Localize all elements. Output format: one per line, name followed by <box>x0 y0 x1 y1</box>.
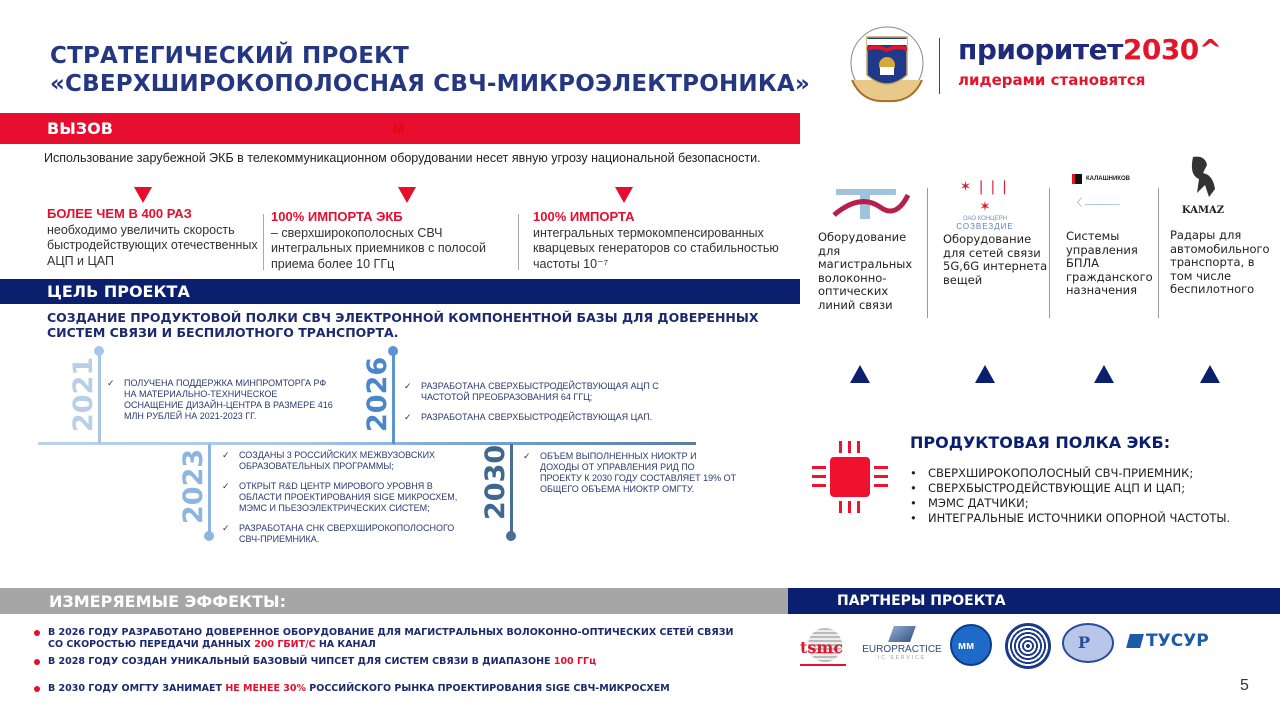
products-title: ПРОДУКТОВАЯ ПОЛКА ЭКБ: <box>910 433 1171 452</box>
year-2026: 2026 <box>362 356 393 432</box>
effect-text: В 2028 ГОДУ СОЗДАН УНИКАЛЬНЫЙ БАЗОВЫЙ ЧИПСЕТ ДЛЯ СИСТЕМ СВЯЗИ В ДИАПАЗОНЕ <box>48 656 554 667</box>
challenge-item <box>47 206 262 269</box>
page-number: 5 <box>1240 677 1249 694</box>
page-title <box>50 42 810 98</box>
challenge-text: интегральных термокомпенсированных кварцевых генераторов со стабильностью частоты 10⁻⁷ <box>533 225 779 271</box>
kalashnikov-logo: КАЛАШНИКОВ 〈 ——————— <box>1072 176 1130 209</box>
effect-item <box>48 656 748 668</box>
ran-logo: Р <box>1062 623 1114 663</box>
europractice-logo <box>862 626 942 666</box>
title-line-1: СТРАТЕГИЧЕСКИЙ ПРОЕКТ <box>50 43 410 69</box>
effect-text: НА КАНАЛ <box>315 639 376 650</box>
application-text: Системы управления БПЛА гражданского назначения <box>1066 229 1153 297</box>
timeline-item: ✓ ПОЛУЧЕНА ПОДДЕРЖКА МИНПРОМТОРГА РФ НА МАТЕРИАЛЬНО-ТЕХНИЧЕСКОЕ ОСНАЩЕНИЕ ДИЗАЙН-ЦЕНТРА В РАЗМЕРЕ 416 МЛН РУБЛЕЙ НА 2021-2023 ГГ. <box>107 378 337 422</box>
ts-logo <box>830 185 910 225</box>
brand-main: приоритет <box>958 33 1123 66</box>
divider <box>1049 188 1050 318</box>
chip-icon <box>810 437 890 517</box>
priority-2030-logo <box>958 33 1222 89</box>
tsmc-logo-text: tsmc <box>800 638 844 657</box>
products-list <box>910 466 1230 526</box>
university-emblem <box>842 25 932 105</box>
timeline-item: ✓ ОБЪЕМ ВЫПОЛНЕННЫХ НИОКТР И ДОХОДЫ ОТ УПРАВЛЕНИЯ РИД ПО ПРОЕКТУ К 2030 ГОДУ СОСТАВЛЯЕТ 19% ОТ ОБЩЕГО ОБЪЕМА НИОКТР ОМГТУ. <box>523 451 738 495</box>
product-item: • СВЕРХБЫСТРОДЕЙСТВУЮЩИЕ АЦП И ЦАП; <box>910 481 1230 496</box>
goal-header <box>0 279 800 304</box>
timeline-item: ✓ РАЗРАБОТАНА СНК СВЕРХШИРОКОПОЛОСНОГО СВЧ-ПРИЕМНИКА. <box>222 523 472 545</box>
brand-tagline: лидерами становятся <box>958 71 1146 89</box>
effects-label: ИЗМЕРЯЕМЫЕ ЭФФЕКТЫ: <box>49 592 286 611</box>
effect-item <box>48 627 748 651</box>
timeline-2030-items <box>523 451 738 504</box>
year-2023: 2023 <box>178 448 209 524</box>
effect-highlight: 200 ГБИТ/С <box>254 639 316 650</box>
application-text: Радары для автомобильного транспорта, в том числе беспилотного <box>1170 228 1270 296</box>
challenge-text: – сверхширокополосных СВЧ интегральных приемников с полосой приема более 10 ГГц <box>271 225 486 271</box>
tusur-logo-text: ТУСУР <box>1146 631 1209 651</box>
sozvezdie-logo-line1: ОАО КОНЦЕРН <box>963 216 1007 222</box>
effect-text: В 2030 ГОДУ ОМГТУ ЗАНИМАЕТ <box>48 683 226 694</box>
partners-label: ПАРТНЕРЫ ПРОЕКТА <box>837 593 1006 609</box>
header-divider <box>939 38 940 94</box>
effect-item <box>48 683 748 695</box>
effect-highlight: НЕ МЕНЕЕ 30% <box>225 683 306 694</box>
timeline-dot <box>506 531 516 541</box>
kamaz-logo <box>1178 155 1228 220</box>
europractice-logo-sub: IC SERVICE <box>877 655 927 661</box>
effect-highlight: 100 ГГц <box>553 656 597 667</box>
divider <box>927 188 928 318</box>
tsmc-logo <box>800 628 850 668</box>
divider <box>1158 188 1159 318</box>
kamaz-logo-text: KAMAZ <box>1181 205 1225 216</box>
challenge-intro: Использование зарубежной ЭКБ в телекоммуникационном оборудовании несет явную угрозу национальной безопасности. <box>44 151 761 165</box>
year-2021: 2021 <box>68 356 99 432</box>
goal-label: ЦЕЛЬ ПРОЕКТА <box>47 282 190 301</box>
timeline-axis <box>38 442 696 445</box>
triangle-up-icon <box>1094 365 1114 383</box>
challenge-item <box>533 209 793 272</box>
tusur-logo <box>1128 631 1209 651</box>
effect-text: В 2026 ГОДУ РАЗРАБОТАНО ДОВЕРЕННОЕ ОБОРУДОВАНИЕ ДЛЯ МАГИСТРАЛЬНЫХ ВОЛОКОННО-ОПТИЧЕСКИХ СЕТЕЙ СВЯЗИ СО СКОРОСТЬЮ ПЕРЕДАЧИ ДАННЫХ <box>48 627 734 650</box>
timeline-dot <box>204 531 214 541</box>
product-item: • СВЕРХШИРОКОПОЛОСНЫЙ СВЧ-ПРИЕМНИК; <box>910 466 1230 481</box>
challenge-item <box>271 209 511 272</box>
title-line-2: «СВЕРХШИРОКОПОЛОСНАЯ СВЧ-МИКРОЭЛЕКТРОНИКА» <box>50 71 810 97</box>
triangle-up-icon <box>1200 365 1220 383</box>
timeline-2026-items <box>404 381 704 432</box>
partners-header <box>788 588 1280 614</box>
challenge-heading: 100% ИМПОРТА <box>533 209 635 224</box>
application-text: Оборудование для магистральных волоконно-оптических линий связи <box>818 230 913 312</box>
challenge-heading: БОЛЕЕ ЧЕМ В 400 РАЗ <box>47 206 192 221</box>
effect-text: РОССИЙСКОГО РЫНКА ПРОЕКТИРОВАНИЯ SIGE СВЧ-МИКРОСХЕМ <box>305 683 670 694</box>
sozvezdie-logo-line2: СОЗВЕЗДИЕ <box>956 222 1014 231</box>
timeline-item: ✓ РАЗРАБОТАНА СВЕРХБЫСТРОДЕЙСТВУЮЩАЯ ЦАП. <box>404 412 704 423</box>
timeline-item: ✓ СОЗДАНЫ 3 РОССИЙСКИХ МЕЖВУЗОВСКИХ ОБРАЗОВАТЕЛЬНЫХ ПРОГРАММЫ; <box>222 450 472 472</box>
product-item: • МЭМС ДАТЧИКИ; <box>910 496 1230 511</box>
challenge-label: ВЫЗОВ <box>47 119 113 138</box>
challenge-text: необходимо увеличить скорость быстродействующих отечественных АЦП и ЦАП <box>47 222 258 268</box>
timeline-item: ✓ ОТКРЫТ R&D ЦЕНТР МИРОВОГО УРОВНЯ В ОБЛАСТИ ПРОЕКТИРОВАНИЯ SIGE МИКРОСХЕМ, МЭМС И ПЬЕЗОЭЛЕКТРИЧЕСКИХ СИСТЕМ; <box>222 481 472 514</box>
product-item: • ИНТЕГРАЛЬНЫЕ ИСТОЧНИКИ ОПОРНОЙ ЧАСТОТЫ. <box>910 511 1230 526</box>
goal-text: СОЗДАНИЕ ПРОДУКТОВОЙ ПОЛКИ СВЧ ЭЛЕКТРОННОЙ КОМПОНЕНТНОЙ БАЗЫ ДЛЯ ДОВЕРЕННЫХ СИСТЕМ СВЯЗИ И БЕСПИЛОТНОГО ТРАНСПОРТА. <box>47 310 759 340</box>
brand-year: 2030^ <box>1122 33 1222 66</box>
europractice-logo-text: EUROPRACTICE <box>862 644 942 655</box>
timeline-item: ✓ РАЗРАБОТАНА СВЕРХБЫСТРОДЕЙСТВУЮЩАЯ АЦП С ЧАСТОТОЙ ПРЕОБРАЗОВАНИЯ 64 ГГЦ; <box>404 381 704 403</box>
challenge-heading: 100% ИМПОРТА ЭКБ <box>271 209 403 224</box>
application-text: Оборудование для сетей связи 5G,6G интернета вещей <box>943 232 1048 287</box>
triangle-up-icon <box>850 365 870 383</box>
divider <box>518 214 519 270</box>
triangle-down-icon <box>615 187 633 203</box>
divider <box>263 214 264 270</box>
stray-mark: М <box>393 121 404 136</box>
triangle-down-icon <box>398 187 416 203</box>
triangle-up-icon <box>975 365 995 383</box>
kalashnikov-logo-text: КАЛАШНИКОВ <box>1086 176 1130 182</box>
effects-header <box>0 588 788 614</box>
leti-logo <box>1005 623 1051 669</box>
sozvezdie-logo: ✶ ❘❘❘ ✶ ОАО КОНЦЕРН СОЗВЕЗДИЕ <box>956 178 1014 231</box>
year-2030: 2030 <box>480 444 511 520</box>
timeline-2023-items <box>222 450 472 554</box>
miet-logo: ᴍᴍ <box>950 624 992 666</box>
timeline-2021-items <box>107 378 337 431</box>
challenge-header <box>0 113 800 144</box>
triangle-down-icon <box>134 187 152 203</box>
